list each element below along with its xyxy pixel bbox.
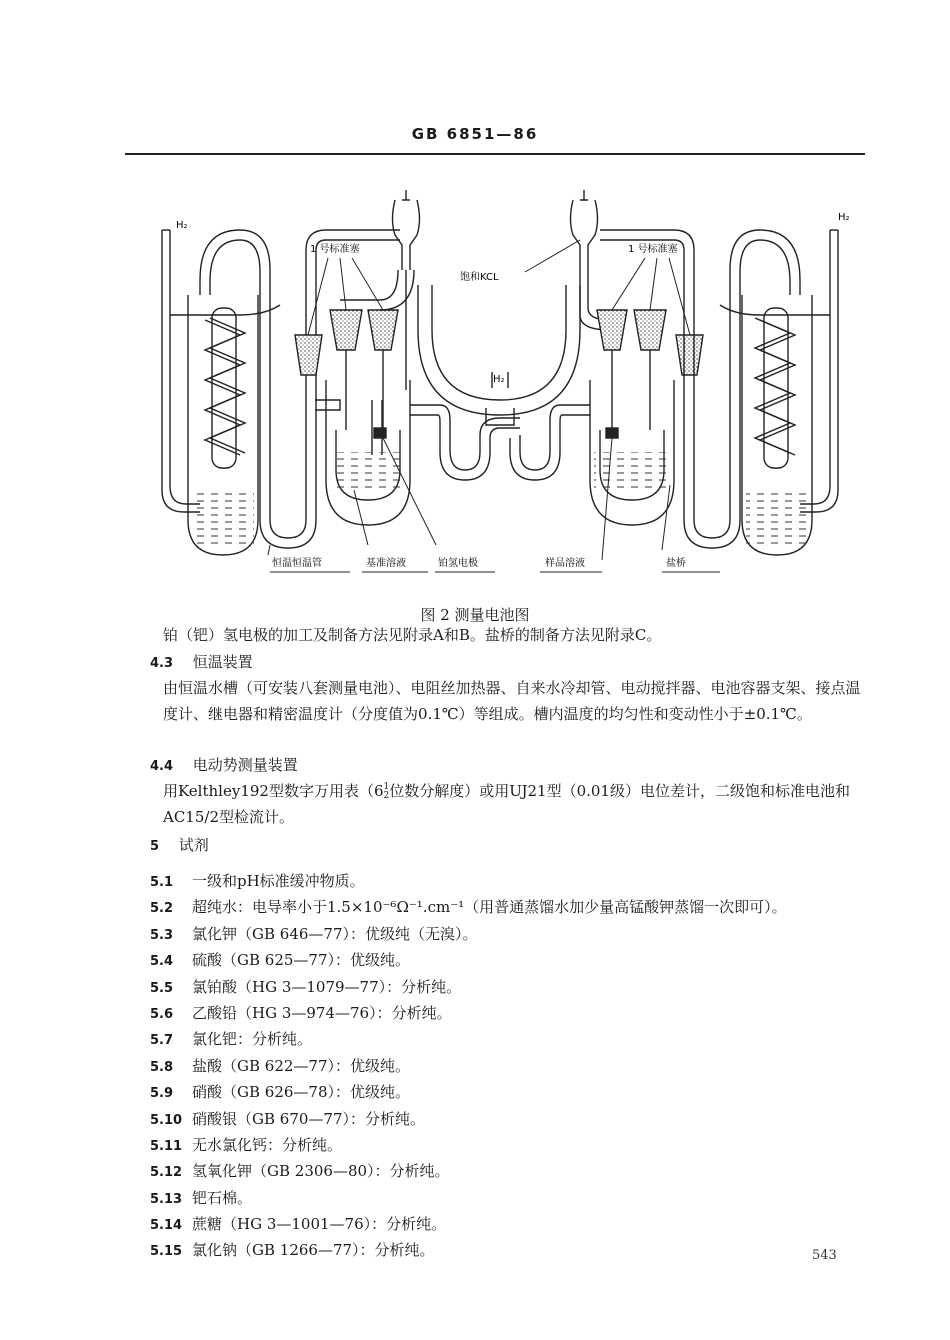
left-reference-vessel (326, 380, 410, 525)
list-item (150, 1055, 787, 1081)
section-number: 5 (150, 839, 160, 854)
fraction-numerator: 1 (383, 782, 390, 792)
right-heater-coil (755, 308, 795, 468)
list-item (150, 1213, 787, 1239)
measuring-cell-diagram (140, 190, 860, 590)
item-text: 乙酸铅（HG 3—974—76）：分析纯。 (192, 1003, 452, 1022)
label-h2-right: H₂ (838, 212, 850, 223)
list-item (150, 1187, 787, 1213)
item-text: 硝酸银（GB 670—77）：分析纯。 (192, 1109, 425, 1128)
para-electrode-prep: 铂（钯）氢电极的加工及制备方法见附录A和B。盐桥的制备方法见附录C。 (163, 626, 662, 644)
left-heater-coil (205, 308, 245, 468)
item-number: 5.8 (150, 1059, 174, 1075)
list-item (150, 1134, 787, 1160)
list-item (150, 1160, 787, 1186)
section-4-4-heading (150, 754, 298, 775)
section-4-3-heading (150, 651, 253, 672)
item-number: 5.6 (150, 1006, 174, 1022)
item-text: 蔗糖（HG 3—1001—76）：分析纯。 (192, 1215, 447, 1234)
header-standard-code: GB 6851—86 (411, 125, 539, 143)
label-kcl: 饱和KCL (460, 272, 499, 283)
list-item (150, 1108, 787, 1134)
label-sample-solution: 样品溶液 (545, 558, 585, 569)
para-emf-device (163, 778, 863, 830)
right-stoppers (597, 310, 703, 430)
list-item (150, 923, 787, 949)
figure-caption: 图 2 测量电池图 (420, 606, 530, 624)
item-text: 盐酸（GB 622—77）：优级纯。 (192, 1056, 410, 1075)
item-number: 5.7 (150, 1033, 174, 1049)
item-text: 氯化钠（GB 1266—77）：分析纯。 (192, 1241, 435, 1260)
label-pt-h-electrode: 铂氢电极 (438, 558, 478, 569)
section-number: 4.4 (150, 759, 174, 774)
label-salt-bridge: 盐桥 (666, 558, 686, 569)
right-sample-vessel (590, 380, 674, 525)
item-number: 5.5 (150, 980, 174, 996)
item-text: 氯化钯：分析纯。 (192, 1030, 313, 1049)
list-item (150, 976, 787, 1002)
para-thermostat: 由恒温水槽（可安装八套测量电池）、电阻丝加热器、自来水冷却管、电动搅拌器、电池容器支架、接点温度计、继电器和精密温度计（分度值为0.1℃）等组成。槽内温度的均匀性和变动性小于±0.1℃。 (163, 679, 861, 723)
item-number: 5.14 (150, 1218, 183, 1234)
item-text: 氢氧化钾（GB 2306—80）：分析纯。 (192, 1162, 450, 1181)
reagent-list (150, 870, 787, 1266)
section-title: 试剂 (178, 836, 209, 854)
label-thermostat-tube: 恒温恒温管 (272, 558, 322, 569)
item-number: 5.1 (150, 875, 174, 890)
label-h2-center: H₂ (493, 374, 505, 385)
page-number: 543 (812, 1248, 837, 1263)
list-item (150, 1028, 787, 1054)
item-text: 氯铂酸（HG 3—1079—77）：分析纯。 (192, 977, 462, 996)
left-stoppers (295, 310, 398, 438)
item-number: 5.3 (150, 927, 174, 943)
label-std-stopper-right: 1 号标准塞 (628, 244, 678, 255)
list-item (150, 1239, 787, 1265)
list-item (150, 870, 787, 896)
item-number: 5.12 (150, 1165, 183, 1181)
item-text: 钯石棉。 (192, 1188, 253, 1207)
item-number: 5.4 (150, 954, 174, 970)
label-h2-left: H₂ (176, 220, 188, 231)
item-number: 5.2 (150, 901, 174, 917)
item-number: 5.13 (150, 1191, 183, 1207)
item-number: 5.11 (150, 1138, 183, 1154)
list-item (150, 1081, 787, 1107)
right-kcl-reservoir (571, 190, 611, 330)
section-title: 恒温装置 (192, 653, 253, 671)
item-text: 硫酸（GB 625—77）：优级纯。 (192, 951, 410, 970)
label-std-stopper-left: 1 号标准塞 (310, 244, 360, 255)
item-number: 5.9 (150, 1086, 174, 1102)
item-text: 无水氯化钙：分析纯。 (192, 1135, 343, 1154)
item-text: 超纯水：电导率小于1.5×10⁻⁶Ω⁻¹.cm⁻¹（用普通蒸馏水加少量高锰酸钾蒸馏一次即可）。 (192, 898, 787, 917)
item-text: 硝酸（GB 626—78）：优级纯。 (192, 1083, 410, 1102)
section-number: 4.3 (150, 656, 174, 671)
left-kcl-reservoir (340, 190, 420, 390)
fraction-denominator: 2 (383, 791, 390, 801)
item-number: 5.15 (150, 1244, 183, 1260)
item-text: 氯化钾（GB 646—77）：优级纯（无溴）。 (192, 924, 478, 943)
label-reference-solution: 基准溶液 (366, 558, 406, 569)
emf-text-end: 位数分解度）或用UJ21型（0.01级）电位差计，二级饱和标准电池和AC15/2型检流计。 (163, 782, 850, 826)
section-title: 电动势测量装置 (192, 756, 298, 774)
item-number: 5.10 (150, 1112, 183, 1128)
list-item (150, 1002, 787, 1028)
list-item (150, 896, 787, 922)
section-5-heading (150, 834, 209, 855)
item-text: 一级和pH标准缓冲物质。 (192, 872, 365, 890)
central-arc (418, 285, 580, 415)
emf-text-start: 用Kelthley192型数字万用表（6 (163, 782, 384, 800)
list-item (150, 949, 787, 975)
header-rule (125, 153, 865, 155)
